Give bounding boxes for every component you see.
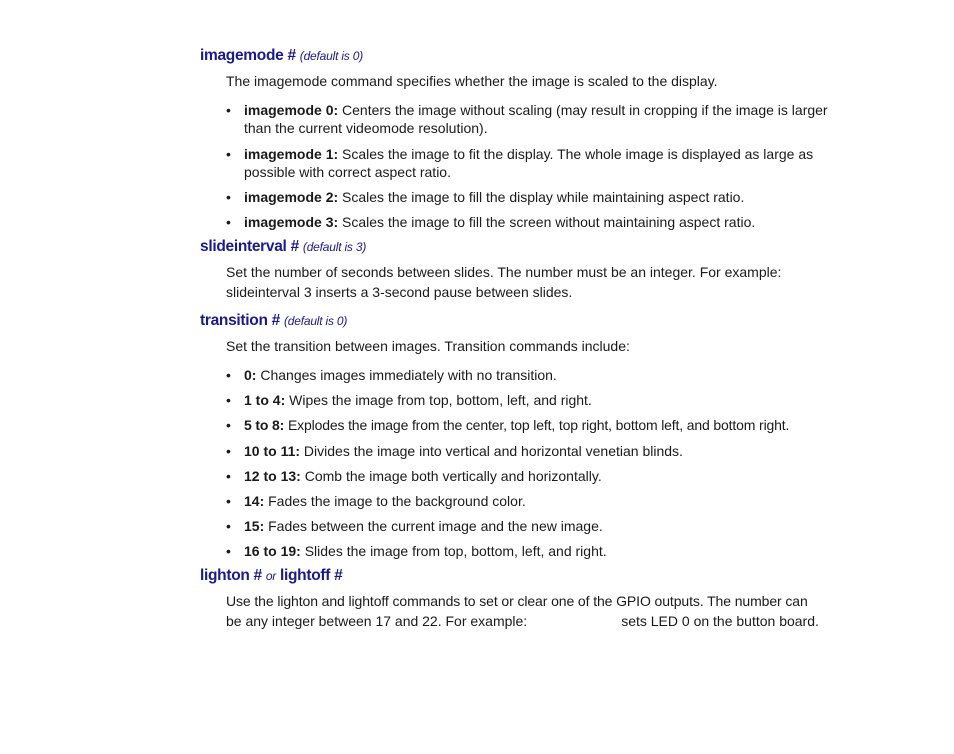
lighton-description-line-2: [226, 611, 858, 631]
slideinterval-default-note: (default is 3): [302, 240, 367, 254]
list-item-term: 1 to 4:: [244, 392, 286, 408]
bullet: •: [226, 443, 231, 459]
list-item-term: 12 to 13:: [244, 468, 301, 484]
list-item-term: imagemode 1:: [244, 146, 339, 162]
list-item-description: Scales the image to fill the screen without maintaining aspect ratio.: [342, 214, 756, 230]
bullet: •: [226, 493, 231, 509]
list-item: [226, 442, 858, 460]
list-item-term: 15:: [244, 518, 265, 534]
slideinterval-description-line-2: slideinterval 3 inserts a 3-second pause between slides.: [226, 284, 573, 300]
list-item: [226, 467, 858, 485]
list-item: [226, 213, 858, 231]
list-item-term: 5 to 8:: [244, 417, 285, 433]
list-item-description: Scales the image to fit the display. The whole image is displayed as large as possible with correct aspect ratio.: [244, 146, 814, 180]
list-item: [226, 542, 858, 560]
list-item-term: 14:: [244, 493, 265, 509]
list-item-description: Fades between the current image and the new image.: [268, 518, 603, 534]
heading-or-connector: or: [265, 569, 276, 583]
bullet: •: [226, 543, 231, 559]
lightoff-title: lightoff #: [279, 567, 343, 584]
slideinterval-heading: [200, 238, 366, 256]
bullet: •: [226, 102, 231, 118]
list-item: [226, 188, 858, 206]
list-item-term: imagemode 0:: [244, 102, 339, 118]
imagemode-title: imagemode #: [200, 47, 296, 64]
lighton-description-part-2: sets LED 0 on the button board.: [621, 613, 819, 629]
bullet: •: [226, 189, 231, 205]
list-item-description: Wipes the image from top, bottom, left, and right.: [289, 392, 592, 408]
list-item-text: [244, 366, 858, 384]
lighton-title: lighton #: [200, 567, 262, 584]
list-item-text: [244, 416, 886, 434]
list-item-description: Divides the image into vertical and horizontal venetian blinds.: [303, 443, 683, 459]
transition-default-note: (default is 0): [283, 314, 348, 328]
list-item-text: [244, 101, 858, 137]
list-item-text: [244, 188, 858, 206]
list-item-term: 10 to 11:: [244, 443, 301, 459]
list-item-text: [244, 517, 858, 535]
list-item-term: imagemode 2:: [244, 189, 339, 205]
list-item-text: [244, 542, 858, 560]
list-item-description: Centers the image without scaling (may result in cropping if the image is larger than the current videomode resolution).: [244, 102, 828, 136]
list-item-description: Slides the image from top, bottom, left, and right.: [304, 543, 607, 559]
bullet: •: [226, 214, 231, 230]
list-item: [226, 492, 858, 510]
list-item-text: [244, 213, 858, 231]
list-item-term: 16 to 19:: [244, 543, 301, 559]
list-item-description: Changes images immediately with no transition.: [260, 367, 557, 383]
bullet: •: [226, 146, 231, 162]
list-item: [226, 366, 858, 384]
slideinterval-title: slideinterval #: [200, 238, 299, 255]
list-item-text: [244, 492, 858, 510]
list-item-text: [244, 145, 858, 181]
list-item-text: [244, 391, 858, 409]
list-item: [226, 517, 858, 535]
list-item: [226, 145, 858, 181]
imagemode-default-note: (default is 0): [299, 49, 364, 63]
list-item-term: imagemode 3:: [244, 214, 339, 230]
lighton-heading: [200, 567, 342, 585]
transition-heading: [200, 312, 347, 330]
transition-title: transition #: [200, 312, 280, 329]
slideinterval-description-line-1: Set the number of seconds between slides. The number must be an integer. For example:: [226, 264, 782, 280]
bullet: •: [226, 468, 231, 484]
list-item-description: Comb the image both vertically and horizontally.: [304, 468, 602, 484]
list-item: [226, 101, 858, 137]
lighton-description-line-1: Use the lighton and lightoff commands to set or clear one of the GPIO outputs. The number can: [226, 593, 808, 609]
list-item-text: [244, 467, 858, 485]
bullet: •: [226, 417, 231, 433]
bullet: •: [226, 392, 231, 408]
list-item-term: 0:: [244, 367, 257, 383]
lighton-description-part-1: be any integer between 17 and 22. For example:: [226, 613, 528, 629]
bullet: •: [226, 518, 231, 534]
list-item-text: [244, 442, 858, 460]
list-item-description: Explodes the image from the center, top left, top right, bottom left, and bottom right.: [287, 417, 790, 433]
imagemode-description: The imagemode command specifies whether the image is scaled to the display.: [226, 73, 718, 89]
bullet: •: [226, 367, 231, 383]
imagemode-heading: [200, 47, 363, 65]
transition-description: Set the transition between images. Transition commands include:: [226, 338, 630, 354]
list-item-description: Fades the image to the background color.: [268, 493, 526, 509]
list-item: [226, 391, 858, 409]
list-item: [226, 416, 886, 434]
list-item-description: Scales the image to fill the display while maintaining aspect ratio.: [342, 189, 745, 205]
